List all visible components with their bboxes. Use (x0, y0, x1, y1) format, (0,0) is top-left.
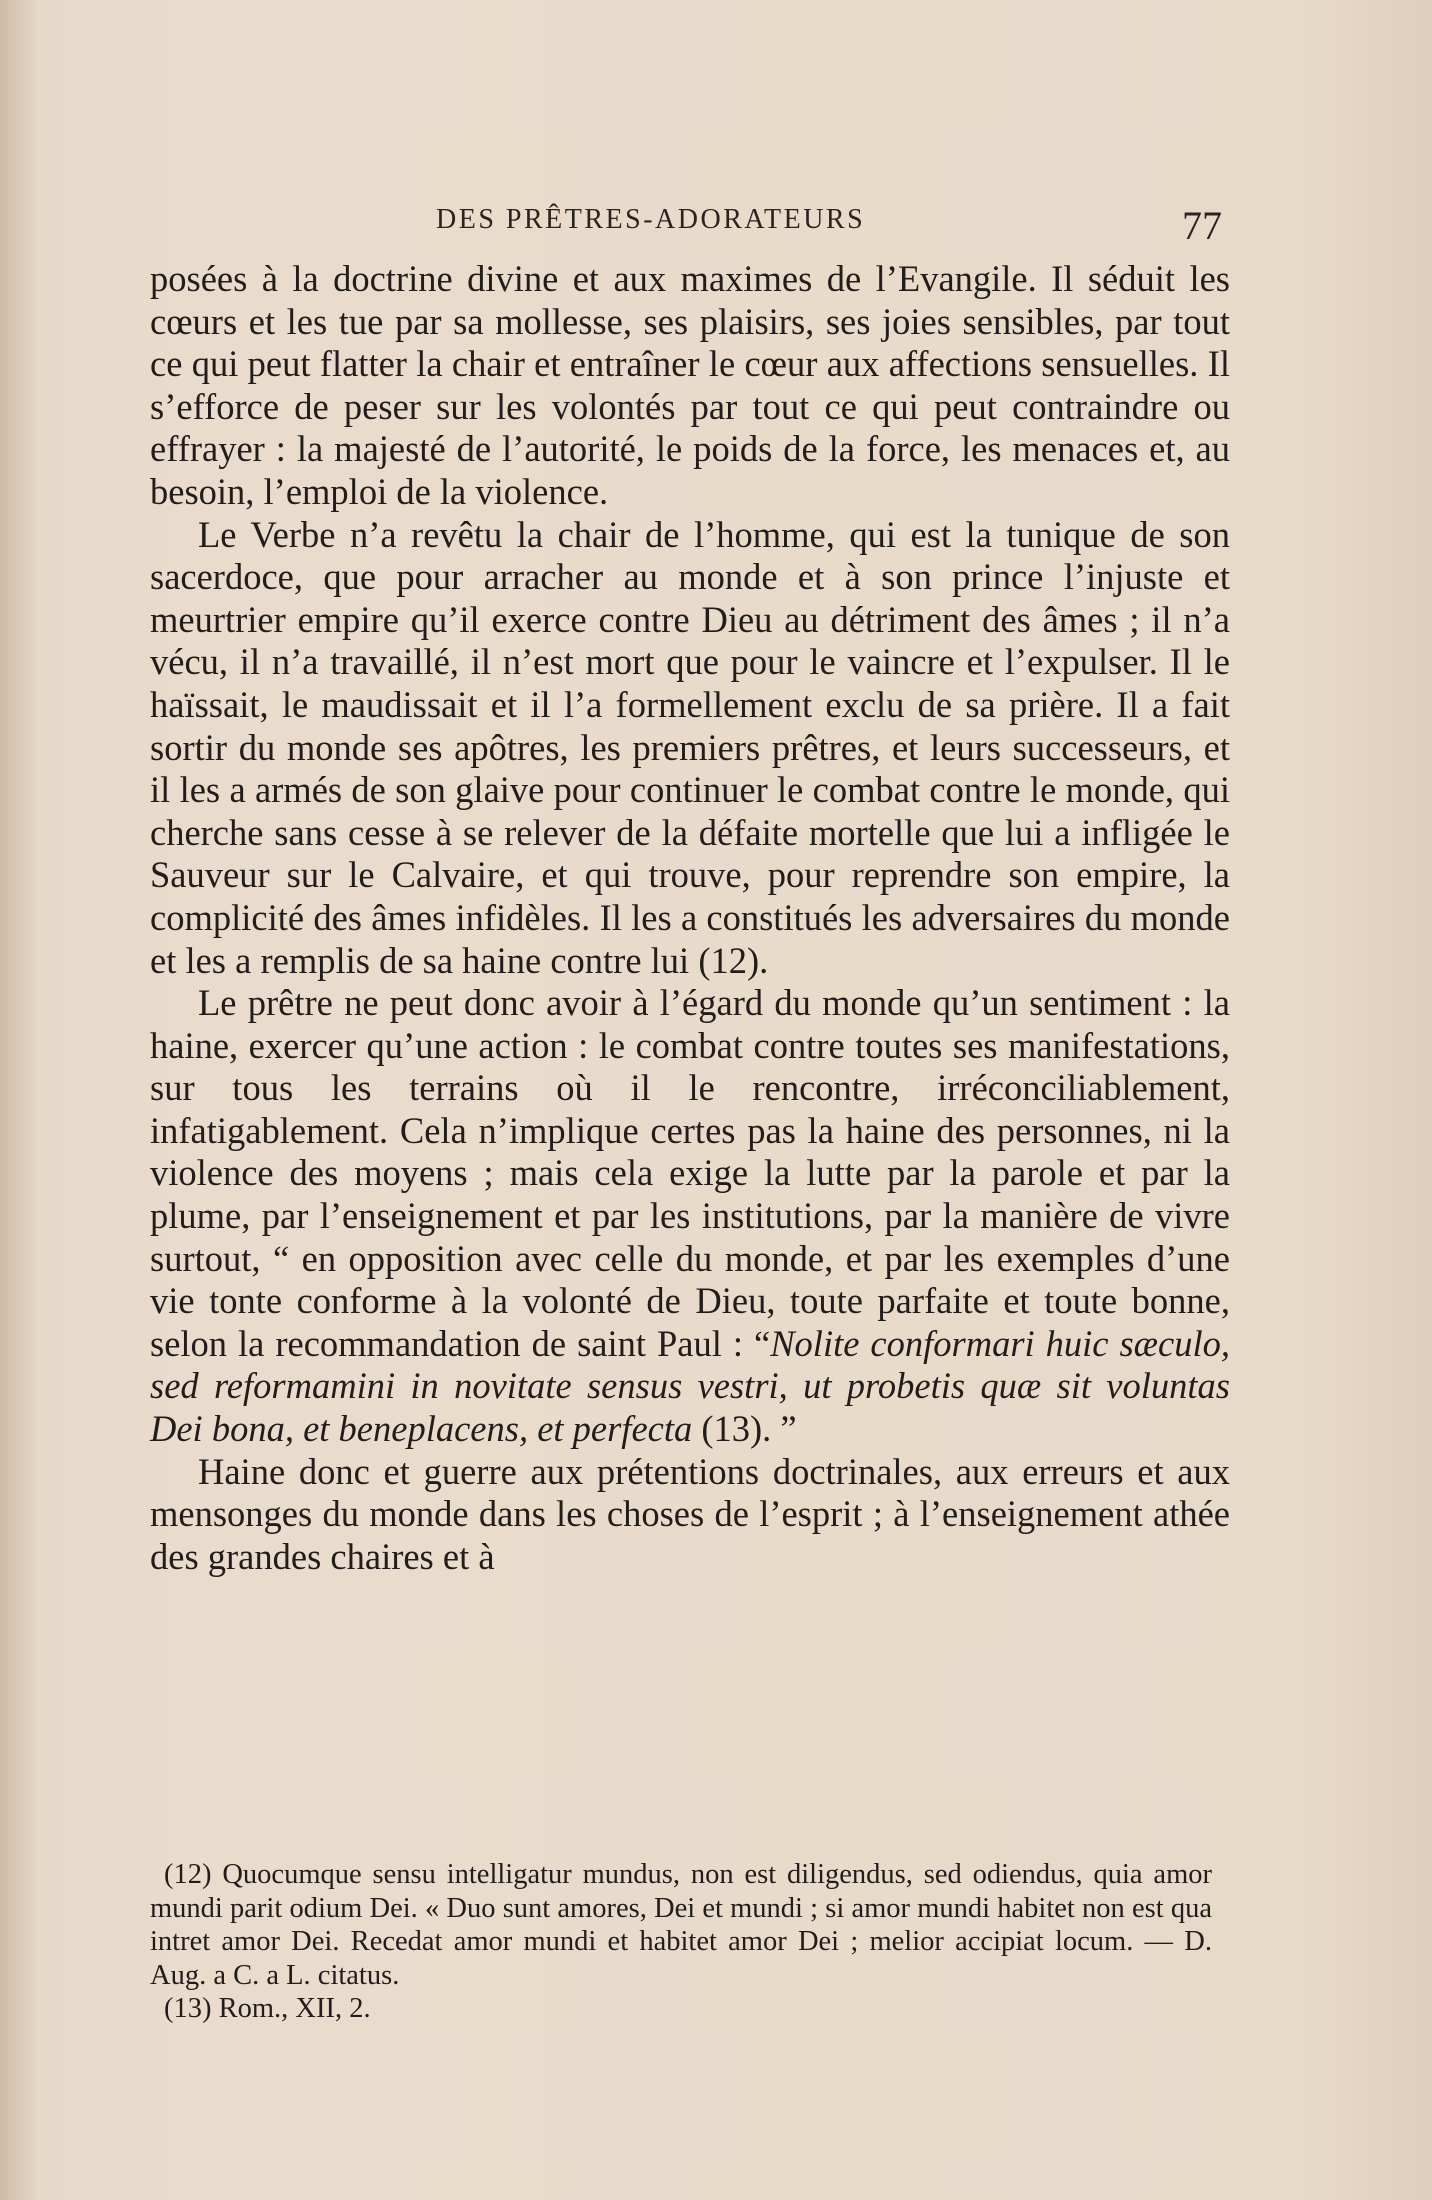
page-number: 77 (1182, 203, 1222, 248)
latin-quotation: Nolite conformari huic sæculo, sed reformamini in novitate sensus vestri, ut probetis quæ sit voluntas Dei bona, et beneplacens, et perfecta (150, 1322, 1230, 1450)
paragraph-4: Haine donc et guerre aux prétentions doctrinales, aux erreurs et aux mensonges du monde dans les choses de l’esprit ; à l’enseignement athée des grandes chaires et à (150, 1450, 1230, 1577)
paragraph-3 (150, 982, 1230, 1451)
paragraph-1: posées à la doctrine divine et aux maximes de l’Evangile. Il séduit les cœurs et les tue par sa mollesse, ses plaisirs, ses joies sensibles, par tout ce qui peut flatter la chair et entraîner le cœur aux affections sensuelles. Il s’efforce de peser sur les volontés par tout ce qui peut contraindre ou effrayer : la majesté de l’autorité, le poids de la force, les menaces et, au besoin, l’emploi de la violence. (150, 258, 1230, 512)
footnote-12: (12) Quocumque sensu intelligatur mundus, non est diligendus, sed odiendus, quia amor mundi parit odium Dei. « Duo sunt amores, Dei et mundi ; si amor mundi habitet non est qua intret amor Dei. Recedat amor mundi et habitet amor Dei ; melior accipiat locum. — D. Aug. a C. a L. citatus. (150, 1859, 1212, 1991)
paragraph-2: Le Verbe n’a revêtu la chair de l’homme, qui est la tunique de son sacerdoce, que pour arracher au monde et à son prince l’injuste et meurtrier empire qu’il exerce contre Dieu au détriment des âmes ; il n’a vécu, il n’a travaillé, il n’est mort que pour le vaincre et l’expulser. Il le haïssait, le maudissait et il l’a formellement exclu de sa prière. Il a fait sortir du monde ses apôtres, les premiers prêtres, et leurs successeurs, et il les a armés de son glaive pour continuer le combat contre le monde, qui cherche sans cesse à se relever de la défaite mortelle que lui a infligée le Sauveur sur le Calvaire, et qui trouve, pour reprendre son empire, la complicité des âmes infidèles. Il les a constitués les adversaires du monde et les a remplis de sa haine contre lui (12). (150, 513, 1230, 981)
page-header (0, 198, 1432, 258)
footnote-13: (13) Rom., XII, 2. (164, 1993, 371, 2024)
running-title: DES PRÊTRES-ADORATEURS (436, 204, 866, 235)
paragraph-3-text: Le prêtre ne peut donc avoir à l’égard du monde qu’un sentiment : la haine, exercer qu’une action : le combat contre toutes ses manifestations, sur tous les terrains où il le rencontre, irréconciliablement, infatigablement. Cela n’implique certes pas la haine des personnes, ni la violence des moyens ; mais cela exige la lutte par la parole et par la plume, par l’enseignement et par les institutions, par la manière de vivre surtout, “ en opposition avec celle du monde, et par les exemples d’une vie tonte conforme à la volonté de Dieu, toute parfaite et toute bonne, selon la recommandation de saint Paul : “ (150, 982, 1230, 1364)
body-text (150, 258, 1230, 1578)
footnotes (150, 1858, 1212, 2026)
paragraph-3-end: (13). ” (692, 1408, 797, 1450)
page-gutter-shadow (0, 0, 38, 2200)
